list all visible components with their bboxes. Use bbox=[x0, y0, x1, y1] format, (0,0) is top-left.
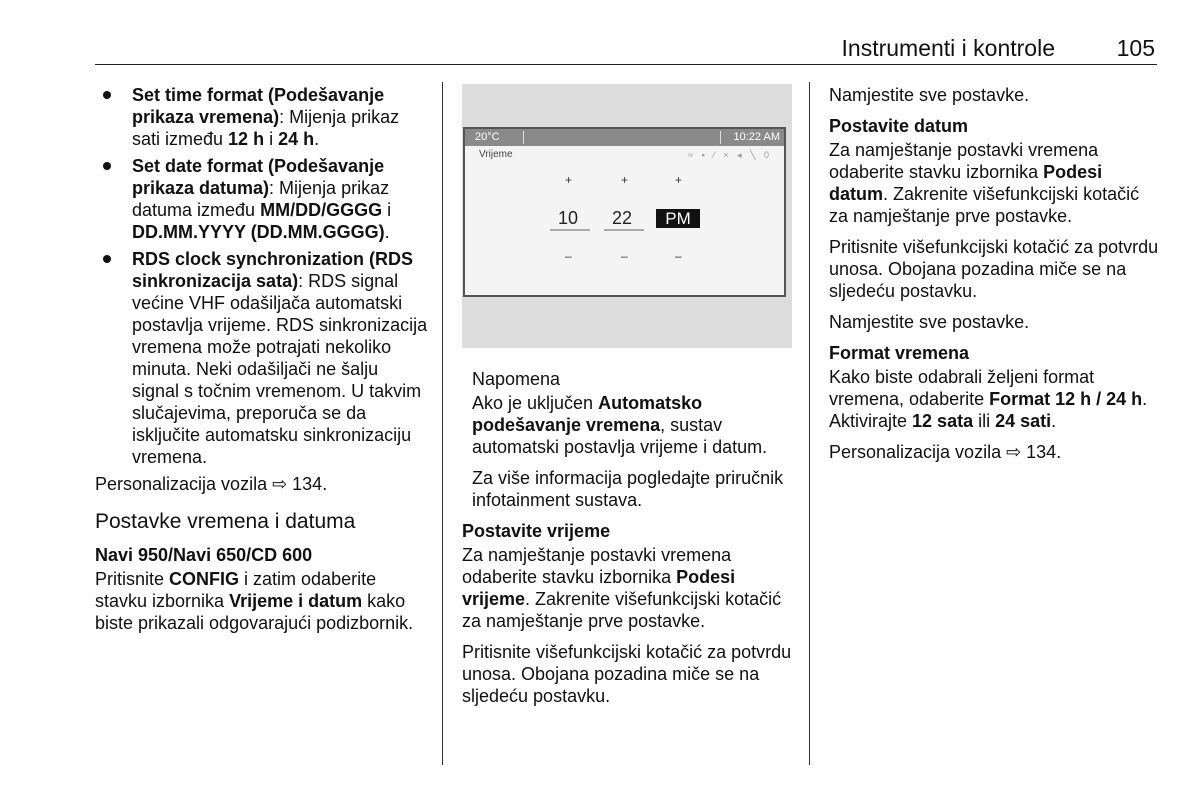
subsection-title: Navi 950/Navi 650/CD 600 bbox=[95, 545, 313, 565]
column-left bbox=[95, 84, 430, 643]
paragraph bbox=[95, 568, 430, 634]
hour-value: 10 bbox=[558, 208, 579, 228]
term-date-format: Set date format (Podešavanje prikaza datuma) bbox=[132, 156, 385, 198]
minute-underline bbox=[604, 229, 644, 231]
desc-text: . bbox=[384, 222, 390, 242]
desc-text: : Mijenja prikaz datuma između bbox=[132, 178, 390, 220]
list-item bbox=[95, 248, 430, 468]
desc-text: i bbox=[264, 129, 279, 149]
term-time-format: Set time format (Podešavanje prikaza vremena) bbox=[132, 85, 385, 127]
text: . Zakrenite višefunkcijski kotačić za namještanje prve postavke. bbox=[829, 184, 1140, 226]
value-24h: 24 h bbox=[278, 129, 315, 149]
divider bbox=[523, 131, 524, 144]
section-title: Postavke vremena i datuma bbox=[95, 510, 356, 533]
column-right bbox=[829, 84, 1159, 472]
screen-title: Vrijeme bbox=[479, 149, 513, 160]
value-date-us: MM/DD/GGGG bbox=[260, 200, 383, 220]
menu-term: Vrijeme i datum bbox=[229, 591, 363, 611]
paragraph: Namjestite sve postavke. bbox=[829, 85, 1030, 105]
cross-reference: Personalizacija vozila ⇨ 134. bbox=[95, 474, 328, 494]
minute-value: 22 bbox=[612, 208, 633, 228]
status-bar bbox=[465, 129, 784, 146]
paragraph bbox=[829, 366, 1159, 432]
paragraph: Pritisnite višefunkcijski kotačić za potvrdu unosa. Obojana pozadina miče se na sljedeću postavku. bbox=[829, 237, 1159, 301]
option-24: 24 sati bbox=[995, 411, 1052, 431]
paragraph: Pritisnite višefunkcijski kotačić za potvrdu unosa. Obojana pozadina miče se na sljedeću postavku. bbox=[462, 642, 792, 706]
text: kako biste prikazali odgovarajući podizbornik. bbox=[95, 591, 414, 633]
menu-term: Format 12 h / 24 h bbox=[989, 389, 1143, 409]
bullet-icon bbox=[103, 91, 111, 99]
text: ili bbox=[973, 411, 996, 431]
paragraph bbox=[472, 392, 792, 458]
value-date-eu: DD.MM.YYYY (DD.MM.GGGG) bbox=[132, 222, 385, 242]
text: , sustav automatski postavlja vrijeme i datum. bbox=[472, 415, 768, 457]
heading-set-date: Postavite datum bbox=[829, 116, 969, 136]
page-number: 105 bbox=[1116, 35, 1155, 61]
hour-underline bbox=[550, 229, 590, 231]
cross-reference: Personalizacija vozila ⇨ 134. bbox=[829, 442, 1062, 462]
text: Ako je uključen bbox=[472, 393, 599, 413]
paragraph: Za više informacija pogledajte priručnik infotainment sustava. bbox=[472, 468, 784, 510]
auto-time-term: Automatsko podešavanje vremena bbox=[472, 393, 703, 435]
plus-icon: + bbox=[675, 173, 683, 187]
value-12h: 12 h bbox=[228, 129, 265, 149]
menu-term: Podesi datum bbox=[829, 162, 1103, 204]
term-rds-sync: RDS clock synchronization (RDS sinkronizacija sata) bbox=[132, 249, 414, 291]
plus-icon: + bbox=[565, 173, 573, 187]
column-middle bbox=[462, 84, 792, 716]
minus-icon: – bbox=[621, 249, 628, 263]
heading-set-time: Postavite vrijeme bbox=[462, 521, 611, 541]
list-item bbox=[95, 84, 430, 150]
plus-icon: + bbox=[621, 173, 629, 187]
paragraph: Namjestite sve postavke. bbox=[829, 312, 1030, 332]
bullet-icon bbox=[103, 255, 111, 263]
status-icons: ≈ ▪ ⁄ × ◂ ╲ 0 bbox=[688, 150, 772, 160]
heading-time-format: Format vremena bbox=[829, 343, 970, 363]
text: i zatim odaberite stavku izbornika bbox=[95, 569, 377, 611]
chapter-title: Instrumenti i kontrole bbox=[841, 35, 1055, 61]
text: Za namještanje postavki vremena odaberite stavku izbornika bbox=[462, 545, 732, 587]
desc-text: : Mijenja prikaz sati između bbox=[132, 107, 400, 149]
minus-icon: – bbox=[565, 249, 572, 263]
note-box bbox=[462, 368, 792, 511]
config-term: CONFIG bbox=[169, 569, 240, 589]
infotainment-screen bbox=[463, 127, 786, 297]
clock-readout: 10:22 AM bbox=[733, 131, 780, 143]
column-divider-1 bbox=[442, 82, 443, 765]
option-12: 12 sata bbox=[912, 411, 974, 431]
list-item bbox=[95, 155, 430, 243]
text: . Aktivirajte bbox=[829, 389, 1148, 431]
settings-list bbox=[95, 84, 430, 468]
text: Kako biste odabrali željeni format vremena, odaberite bbox=[829, 367, 1095, 409]
desc-text: : RDS signal većine VHF odašiljača automatski postavlja vrijeme. RDS sinkronizacija vremena može potrajati nekoliko minuta. Neki odašiljači ne šalju signal s točnim vremenom. U takvim slučajevima, preporuča se da isključite automatsku sinkronizaciju vremena. bbox=[132, 271, 428, 467]
desc-text: . bbox=[314, 129, 320, 149]
note-title: Napomena bbox=[472, 369, 561, 389]
divider bbox=[720, 131, 721, 144]
ampm-value: PM bbox=[656, 209, 700, 228]
column-divider-2 bbox=[809, 82, 810, 765]
menu-term: Podesi vrijeme bbox=[462, 567, 736, 609]
text: . bbox=[1051, 411, 1057, 431]
screen-illustration bbox=[462, 84, 792, 348]
bullet-icon bbox=[103, 162, 111, 170]
minus-icon: – bbox=[675, 249, 682, 263]
text: Pritisnite bbox=[95, 569, 170, 589]
text: Za namještanje postavki vremena odaberite stavku izbornika bbox=[829, 140, 1099, 182]
page-header bbox=[95, 34, 1157, 65]
temperature-readout: 20°C bbox=[475, 131, 500, 143]
paragraph bbox=[829, 139, 1159, 227]
paragraph bbox=[462, 544, 792, 632]
desc-text: i bbox=[382, 200, 392, 220]
text: . Zakrenite višefunkcijski kotačić za namještanje prve postavke. bbox=[462, 589, 782, 631]
